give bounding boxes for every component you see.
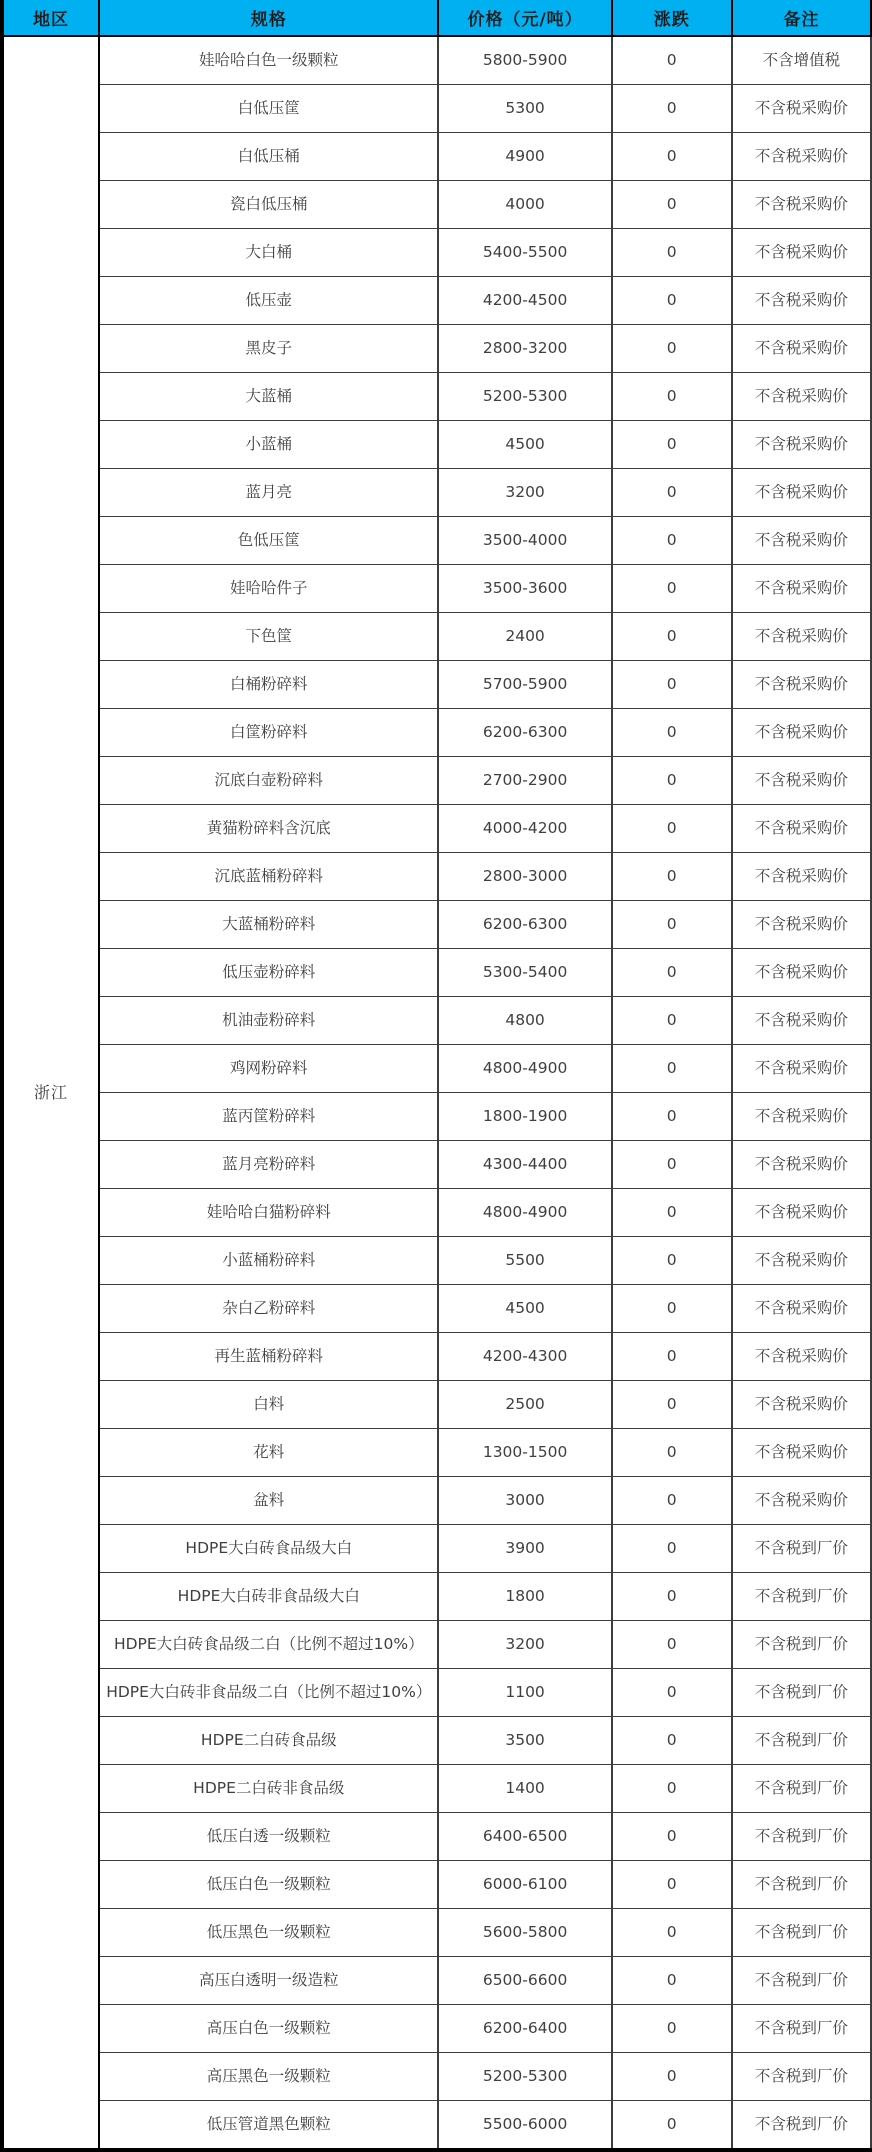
spec-cell: 沉底白壶粉碎料 bbox=[99, 757, 438, 805]
change-cell: 0 bbox=[612, 1189, 732, 1237]
spec-cell: 低压壶 bbox=[99, 277, 438, 325]
price-cell: 6400-6500 bbox=[438, 1813, 611, 1861]
price-cell: 6000-6100 bbox=[438, 1861, 611, 1909]
spec-cell: HDPE二白砖非食品级 bbox=[99, 1765, 438, 1813]
table-row bbox=[2, 1717, 871, 1765]
price-cell: 5700-5900 bbox=[438, 661, 611, 709]
price-cell: 4800-4900 bbox=[438, 1189, 611, 1237]
spec-cell: 大蓝桶粉碎料 bbox=[99, 901, 438, 949]
change-cell: 0 bbox=[612, 277, 732, 325]
table-row bbox=[2, 1477, 871, 1525]
table-row bbox=[2, 1045, 871, 1093]
price-cell: 5300 bbox=[438, 85, 611, 133]
price-cell: 6500-6600 bbox=[438, 1957, 611, 2005]
note-cell: 不含税采购价 bbox=[732, 229, 871, 277]
change-cell: 0 bbox=[612, 373, 732, 421]
table-row bbox=[2, 133, 871, 181]
table-row bbox=[2, 613, 871, 661]
spec-cell: 娃哈哈件子 bbox=[99, 565, 438, 613]
change-cell: 0 bbox=[612, 1669, 732, 1717]
spec-cell: 高压白色一级颗粒 bbox=[99, 2005, 438, 2053]
note-cell: 不含税采购价 bbox=[732, 565, 871, 613]
change-cell: 0 bbox=[612, 1525, 732, 1573]
note-cell: 不含税采购价 bbox=[732, 997, 871, 1045]
spec-cell: 白低压桶 bbox=[99, 133, 438, 181]
change-cell: 0 bbox=[612, 1045, 732, 1093]
price-cell: 4000-4200 bbox=[438, 805, 611, 853]
table-row bbox=[2, 901, 871, 949]
table-row bbox=[2, 997, 871, 1045]
note-cell: 不含增值税 bbox=[732, 36, 871, 85]
note-cell: 不含税到厂价 bbox=[732, 1525, 871, 1573]
spec-cell: 大白桶 bbox=[99, 229, 438, 277]
change-cell: 0 bbox=[612, 85, 732, 133]
price-cell: 5500-6000 bbox=[438, 2101, 611, 2151]
note-cell: 不含税到厂价 bbox=[732, 2053, 871, 2101]
note-cell: 不含税采购价 bbox=[732, 133, 871, 181]
price-cell: 6200-6300 bbox=[438, 709, 611, 757]
note-cell: 不含税到厂价 bbox=[732, 1765, 871, 1813]
price-cell: 1400 bbox=[438, 1765, 611, 1813]
spec-cell: 小蓝桶粉碎料 bbox=[99, 1237, 438, 1285]
price-cell: 5300-5400 bbox=[438, 949, 611, 997]
spec-cell: 白桶粉碎料 bbox=[99, 661, 438, 709]
note-cell: 不含税到厂价 bbox=[732, 1573, 871, 1621]
price-cell: 1800-1900 bbox=[438, 1093, 611, 1141]
table-row bbox=[2, 36, 871, 85]
table-row bbox=[2, 517, 871, 565]
table-row bbox=[2, 2053, 871, 2101]
table-row bbox=[2, 1669, 871, 1717]
table-row bbox=[2, 1957, 871, 2005]
change-cell: 0 bbox=[612, 1333, 732, 1381]
change-cell: 0 bbox=[612, 2053, 732, 2101]
note-cell: 不含税采购价 bbox=[732, 1141, 871, 1189]
price-cell: 1800 bbox=[438, 1573, 611, 1621]
change-cell: 0 bbox=[612, 1381, 732, 1429]
spec-cell: 娃哈哈白色一级颗粒 bbox=[99, 36, 438, 85]
price-cell: 5500 bbox=[438, 1237, 611, 1285]
spec-cell: 鸡网粉碎料 bbox=[99, 1045, 438, 1093]
table-body bbox=[2, 36, 871, 2150]
price-cell: 1100 bbox=[438, 1669, 611, 1717]
price-cell: 4500 bbox=[438, 421, 611, 469]
change-cell: 0 bbox=[612, 1621, 732, 1669]
column-header-price: 价格（元/吨） bbox=[438, 0, 611, 36]
table-row bbox=[2, 2101, 871, 2151]
note-cell: 不含税采购价 bbox=[732, 517, 871, 565]
price-cell: 4300-4400 bbox=[438, 1141, 611, 1189]
spec-cell: 再生蓝桶粉碎料 bbox=[99, 1333, 438, 1381]
note-cell: 不含税采购价 bbox=[732, 613, 871, 661]
change-cell: 0 bbox=[612, 805, 732, 853]
spec-cell: 低压黑色一级颗粒 bbox=[99, 1909, 438, 1957]
note-cell: 不含税采购价 bbox=[732, 1285, 871, 1333]
table-row bbox=[2, 1093, 871, 1141]
change-cell: 0 bbox=[612, 181, 732, 229]
price-cell: 5800-5900 bbox=[438, 36, 611, 85]
change-cell: 0 bbox=[612, 853, 732, 901]
change-cell: 0 bbox=[612, 661, 732, 709]
column-header-note: 备注 bbox=[732, 0, 871, 36]
table-row bbox=[2, 1909, 871, 1957]
price-cell: 6200-6400 bbox=[438, 2005, 611, 2053]
spec-cell: 蓝月亮粉碎料 bbox=[99, 1141, 438, 1189]
price-cell: 4500 bbox=[438, 1285, 611, 1333]
note-cell: 不含税到厂价 bbox=[732, 1669, 871, 1717]
table-row bbox=[2, 181, 871, 229]
spec-cell: 小蓝桶 bbox=[99, 421, 438, 469]
change-cell: 0 bbox=[612, 997, 732, 1045]
change-cell: 0 bbox=[612, 325, 732, 373]
price-cell: 4200-4300 bbox=[438, 1333, 611, 1381]
price-cell: 1300-1500 bbox=[438, 1429, 611, 1477]
note-cell: 不含税采购价 bbox=[732, 901, 871, 949]
price-cell: 5600-5800 bbox=[438, 1909, 611, 1957]
change-cell: 0 bbox=[612, 1285, 732, 1333]
spec-cell: HDPE大白砖食品级大白 bbox=[99, 1525, 438, 1573]
note-cell: 不含税采购价 bbox=[732, 85, 871, 133]
table-row bbox=[2, 85, 871, 133]
note-cell: 不含税采购价 bbox=[732, 949, 871, 997]
change-cell: 0 bbox=[612, 1237, 732, 1285]
note-cell: 不含税到厂价 bbox=[732, 1957, 871, 2005]
spec-cell: 盆料 bbox=[99, 1477, 438, 1525]
table-row bbox=[2, 229, 871, 277]
spec-cell: 低压壶粉碎料 bbox=[99, 949, 438, 997]
spec-cell: 沉底蓝桶粉碎料 bbox=[99, 853, 438, 901]
header-row bbox=[2, 0, 871, 36]
spec-cell: 蓝月亮 bbox=[99, 469, 438, 517]
spec-cell: 蓝丙筐粉碎料 bbox=[99, 1093, 438, 1141]
change-cell: 0 bbox=[612, 1573, 732, 1621]
price-cell: 3500 bbox=[438, 1717, 611, 1765]
change-cell: 0 bbox=[612, 2005, 732, 2053]
price-cell: 3200 bbox=[438, 1621, 611, 1669]
note-cell: 不含税采购价 bbox=[732, 277, 871, 325]
table-row bbox=[2, 853, 871, 901]
change-cell: 0 bbox=[612, 565, 732, 613]
change-cell: 0 bbox=[612, 1813, 732, 1861]
change-cell: 0 bbox=[612, 1909, 732, 1957]
table-row bbox=[2, 1285, 871, 1333]
column-header-change: 涨跌 bbox=[612, 0, 732, 36]
spec-cell: 低压管道黑色颗粒 bbox=[99, 2101, 438, 2151]
price-cell: 2700-2900 bbox=[438, 757, 611, 805]
note-cell: 不含税到厂价 bbox=[732, 2005, 871, 2053]
table-row bbox=[2, 757, 871, 805]
price-cell: 6200-6300 bbox=[438, 901, 611, 949]
change-cell: 0 bbox=[612, 1717, 732, 1765]
note-cell: 不含税到厂价 bbox=[732, 1861, 871, 1909]
table-row bbox=[2, 805, 871, 853]
spec-cell: 大蓝桶 bbox=[99, 373, 438, 421]
note-cell: 不含税采购价 bbox=[732, 1237, 871, 1285]
spec-cell: 机油壶粉碎料 bbox=[99, 997, 438, 1045]
spec-cell: 黄猫粉碎料含沉底 bbox=[99, 805, 438, 853]
price-cell: 4000 bbox=[438, 181, 611, 229]
table-row bbox=[2, 661, 871, 709]
table-row bbox=[2, 1621, 871, 1669]
table-row bbox=[2, 469, 871, 517]
change-cell: 0 bbox=[612, 1765, 732, 1813]
note-cell: 不含税采购价 bbox=[732, 757, 871, 805]
spec-cell: 白筐粉碎料 bbox=[99, 709, 438, 757]
price-cell: 3000 bbox=[438, 1477, 611, 1525]
note-cell: 不含税到厂价 bbox=[732, 1717, 871, 1765]
change-cell: 0 bbox=[612, 613, 732, 661]
table-row bbox=[2, 709, 871, 757]
price-cell: 3500-3600 bbox=[438, 565, 611, 613]
column-header-region: 地区 bbox=[2, 0, 99, 36]
note-cell: 不含税采购价 bbox=[732, 325, 871, 373]
change-cell: 0 bbox=[612, 1141, 732, 1189]
change-cell: 0 bbox=[612, 709, 732, 757]
price-cell: 4800-4900 bbox=[438, 1045, 611, 1093]
spec-cell: 高压黑色一级颗粒 bbox=[99, 2053, 438, 2101]
price-cell: 2800-3000 bbox=[438, 853, 611, 901]
spec-cell: 娃哈哈白猫粉碎料 bbox=[99, 1189, 438, 1237]
table-row bbox=[2, 421, 871, 469]
table-row bbox=[2, 373, 871, 421]
spec-cell: 高压白透明一级造粒 bbox=[99, 1957, 438, 2005]
price-cell: 4900 bbox=[438, 133, 611, 181]
spec-cell: 白低压筐 bbox=[99, 85, 438, 133]
note-cell: 不含税采购价 bbox=[732, 853, 871, 901]
table-row bbox=[2, 565, 871, 613]
price-cell: 4200-4500 bbox=[438, 277, 611, 325]
table-row bbox=[2, 1141, 871, 1189]
change-cell: 0 bbox=[612, 421, 732, 469]
note-cell: 不含税到厂价 bbox=[732, 1813, 871, 1861]
column-header-spec: 规格 bbox=[99, 0, 438, 36]
change-cell: 0 bbox=[612, 1477, 732, 1525]
table-row bbox=[2, 1861, 871, 1909]
price-cell: 3200 bbox=[438, 469, 611, 517]
note-cell: 不含税采购价 bbox=[732, 1477, 871, 1525]
note-cell: 不含税采购价 bbox=[732, 373, 871, 421]
change-cell: 0 bbox=[612, 757, 732, 805]
note-cell: 不含税采购价 bbox=[732, 1189, 871, 1237]
price-cell: 2500 bbox=[438, 1381, 611, 1429]
spec-cell: HDPE大白砖非食品级二白（比例不超过10%） bbox=[99, 1669, 438, 1717]
table-row bbox=[2, 277, 871, 325]
note-cell: 不含税采购价 bbox=[732, 1093, 871, 1141]
note-cell: 不含税到厂价 bbox=[732, 1621, 871, 1669]
spec-cell: 低压白色一级颗粒 bbox=[99, 1861, 438, 1909]
spec-cell: HDPE大白砖非食品级大白 bbox=[99, 1573, 438, 1621]
table-row bbox=[2, 1525, 871, 1573]
note-cell: 不含税采购价 bbox=[732, 709, 871, 757]
note-cell: 不含税采购价 bbox=[732, 1381, 871, 1429]
price-cell: 5200-5300 bbox=[438, 2053, 611, 2101]
note-cell: 不含税到厂价 bbox=[732, 1909, 871, 1957]
change-cell: 0 bbox=[612, 1861, 732, 1909]
spec-cell: 花料 bbox=[99, 1429, 438, 1477]
note-cell: 不含税到厂价 bbox=[732, 2101, 871, 2151]
table-row bbox=[2, 1573, 871, 1621]
spec-cell: 瓷白低压桶 bbox=[99, 181, 438, 229]
change-cell: 0 bbox=[612, 517, 732, 565]
change-cell: 0 bbox=[612, 901, 732, 949]
change-cell: 0 bbox=[612, 949, 732, 997]
table-row bbox=[2, 1429, 871, 1477]
change-cell: 0 bbox=[612, 133, 732, 181]
change-cell: 0 bbox=[612, 1093, 732, 1141]
change-cell: 0 bbox=[612, 1957, 732, 2005]
table-row bbox=[2, 2005, 871, 2053]
table-row bbox=[2, 949, 871, 997]
change-cell: 0 bbox=[612, 36, 732, 85]
spec-cell: 黑皮子 bbox=[99, 325, 438, 373]
note-cell: 不含税采购价 bbox=[732, 1045, 871, 1093]
price-cell: 2400 bbox=[438, 613, 611, 661]
change-cell: 0 bbox=[612, 1429, 732, 1477]
price-cell: 5400-5500 bbox=[438, 229, 611, 277]
spec-cell: HDPE大白砖食品级二白（比例不超过10%） bbox=[99, 1621, 438, 1669]
table-row bbox=[2, 1189, 871, 1237]
note-cell: 不含税采购价 bbox=[732, 181, 871, 229]
spec-cell: 白料 bbox=[99, 1381, 438, 1429]
note-cell: 不含税采购价 bbox=[732, 469, 871, 517]
table-row bbox=[2, 325, 871, 373]
price-cell: 2800-3200 bbox=[438, 325, 611, 373]
spec-cell: 杂白乙粉碎料 bbox=[99, 1285, 438, 1333]
table-row bbox=[2, 1765, 871, 1813]
table-row bbox=[2, 1381, 871, 1429]
note-cell: 不含税采购价 bbox=[732, 805, 871, 853]
spec-cell: 低压白透一级颗粒 bbox=[99, 1813, 438, 1861]
change-cell: 0 bbox=[612, 469, 732, 517]
table-row bbox=[2, 1237, 871, 1285]
change-cell: 0 bbox=[612, 2101, 732, 2151]
table-row bbox=[2, 1333, 871, 1381]
price-cell: 5200-5300 bbox=[438, 373, 611, 421]
note-cell: 不含税采购价 bbox=[732, 1333, 871, 1381]
note-cell: 不含税采购价 bbox=[732, 661, 871, 709]
spec-cell: HDPE二白砖食品级 bbox=[99, 1717, 438, 1765]
price-cell: 4800 bbox=[438, 997, 611, 1045]
table-row bbox=[2, 1813, 871, 1861]
change-cell: 0 bbox=[612, 229, 732, 277]
note-cell: 不含税采购价 bbox=[732, 421, 871, 469]
spec-cell: 色低压筐 bbox=[99, 517, 438, 565]
price-cell: 3900 bbox=[438, 1525, 611, 1573]
region-cell: 浙江 bbox=[2, 36, 99, 2150]
note-cell: 不含税采购价 bbox=[732, 1429, 871, 1477]
spec-cell: 下色筐 bbox=[99, 613, 438, 661]
price-cell: 3500-4000 bbox=[438, 517, 611, 565]
